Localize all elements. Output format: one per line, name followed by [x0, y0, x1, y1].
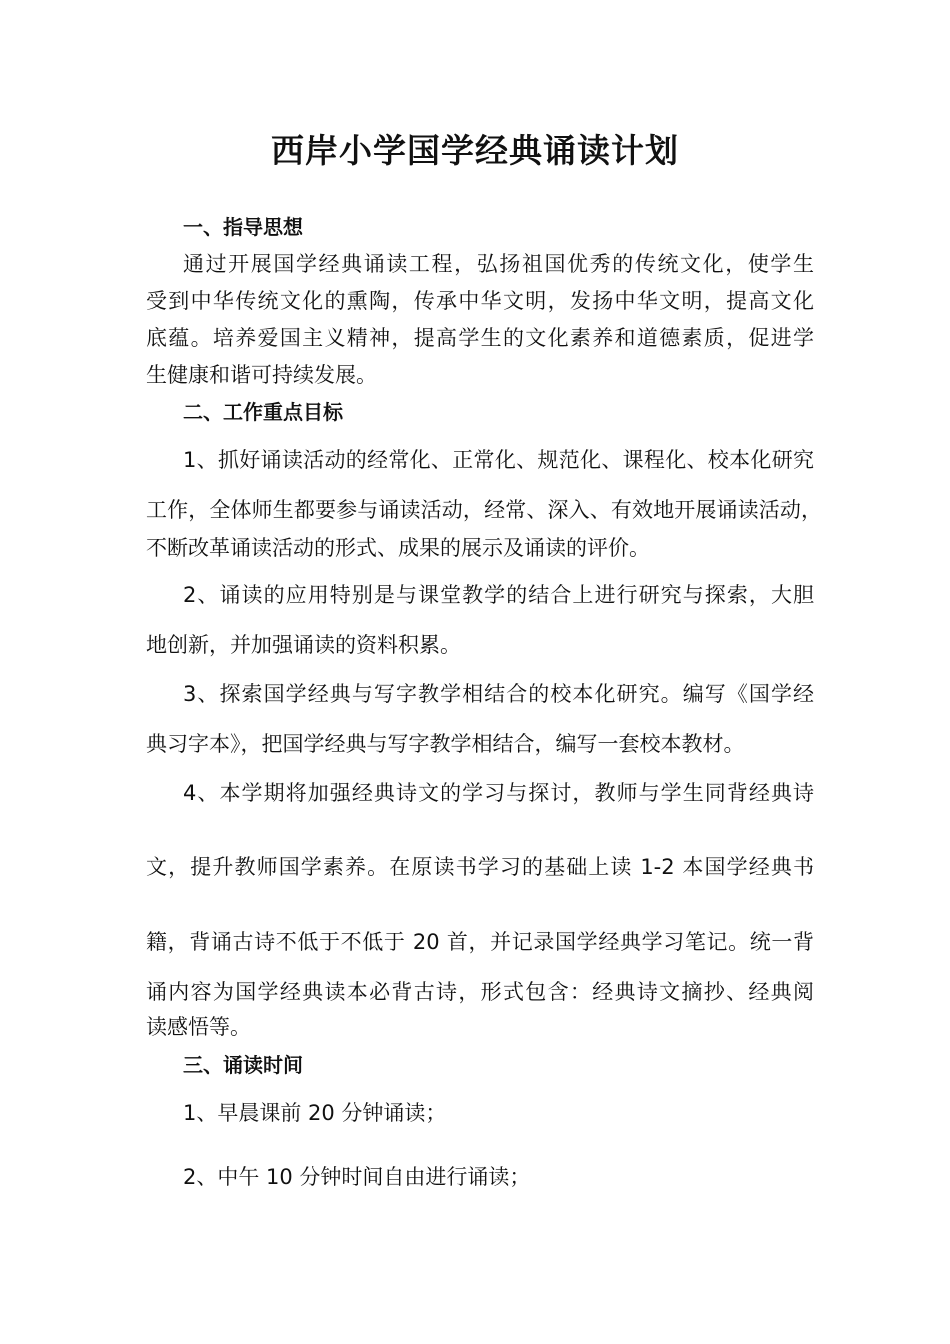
paragraph-line: 1、抓好诵读活动的经常化、正常化、规范化、课程化、校本化研究 — [183, 448, 814, 472]
paragraph-line: 不断改革诵读活动的形式、成果的展示及诵读的评价。 — [146, 536, 650, 560]
paragraph-line: 通过开展国学经典诵读工程，弘扬祖国优秀的传统文化，使学生 — [183, 252, 814, 276]
paragraph-line: 工作，全体师生都要参与诵读活动，经常、深入、有效地开展诵读活动， — [146, 498, 822, 522]
paragraph-line: 2、诵读的应用特别是与课堂教学的结合上进行研究与探索，大胆 — [183, 583, 814, 607]
paragraph-line: 地创新，并加强诵读的资料积累。 — [146, 633, 461, 657]
section-heading-reading-time: 三、诵读时间 — [183, 1053, 303, 1077]
paragraph-line: 生健康和谐可持续发展。 — [146, 363, 377, 387]
paragraph-line: 诵内容为国学经典读本必背古诗，形式包含：经典诗文摘抄、经典阅 — [146, 980, 814, 1004]
section-heading-guiding-ideology: 一、指导思想 — [183, 215, 303, 239]
paragraph-line: 底蕴。培养爱国主义精神，提高学生的文化素养和道德素质，促进学 — [146, 326, 814, 350]
paragraph-line: 典习字本》，把国学经典与写字教学相结合，编写一套校本教材。 — [146, 732, 745, 756]
paragraph-line: 籍，背诵古诗不低于不低于 20 首，并记录国学经典学习笔记。统一背 — [146, 930, 814, 954]
list-item: 2、中午 10 分钟时间自由进行诵读； — [183, 1165, 531, 1189]
paragraph-line: 4、本学期将加强经典诗文的学习与探讨，教师与学生同背经典诗 — [183, 781, 814, 805]
paragraph-line: 读感悟等。 — [146, 1015, 251, 1039]
section-heading-key-goals: 二、工作重点目标 — [183, 400, 343, 424]
document-title: 西岸小学国学经典诵读计划 — [271, 131, 679, 170]
paragraph-line: 文，提升教师国学素养。在原读书学习的基础上读 1-2 本国学经典书 — [146, 855, 814, 879]
list-item: 1、早晨课前 20 分钟诵读； — [183, 1101, 447, 1125]
paragraph-line: 受到中华传统文化的熏陶，传承中华文明，发扬中华文明，提高文化 — [146, 289, 814, 313]
paragraph-line: 3、探索国学经典与写字教学相结合的校本化研究。编写《国学经 — [183, 682, 814, 706]
